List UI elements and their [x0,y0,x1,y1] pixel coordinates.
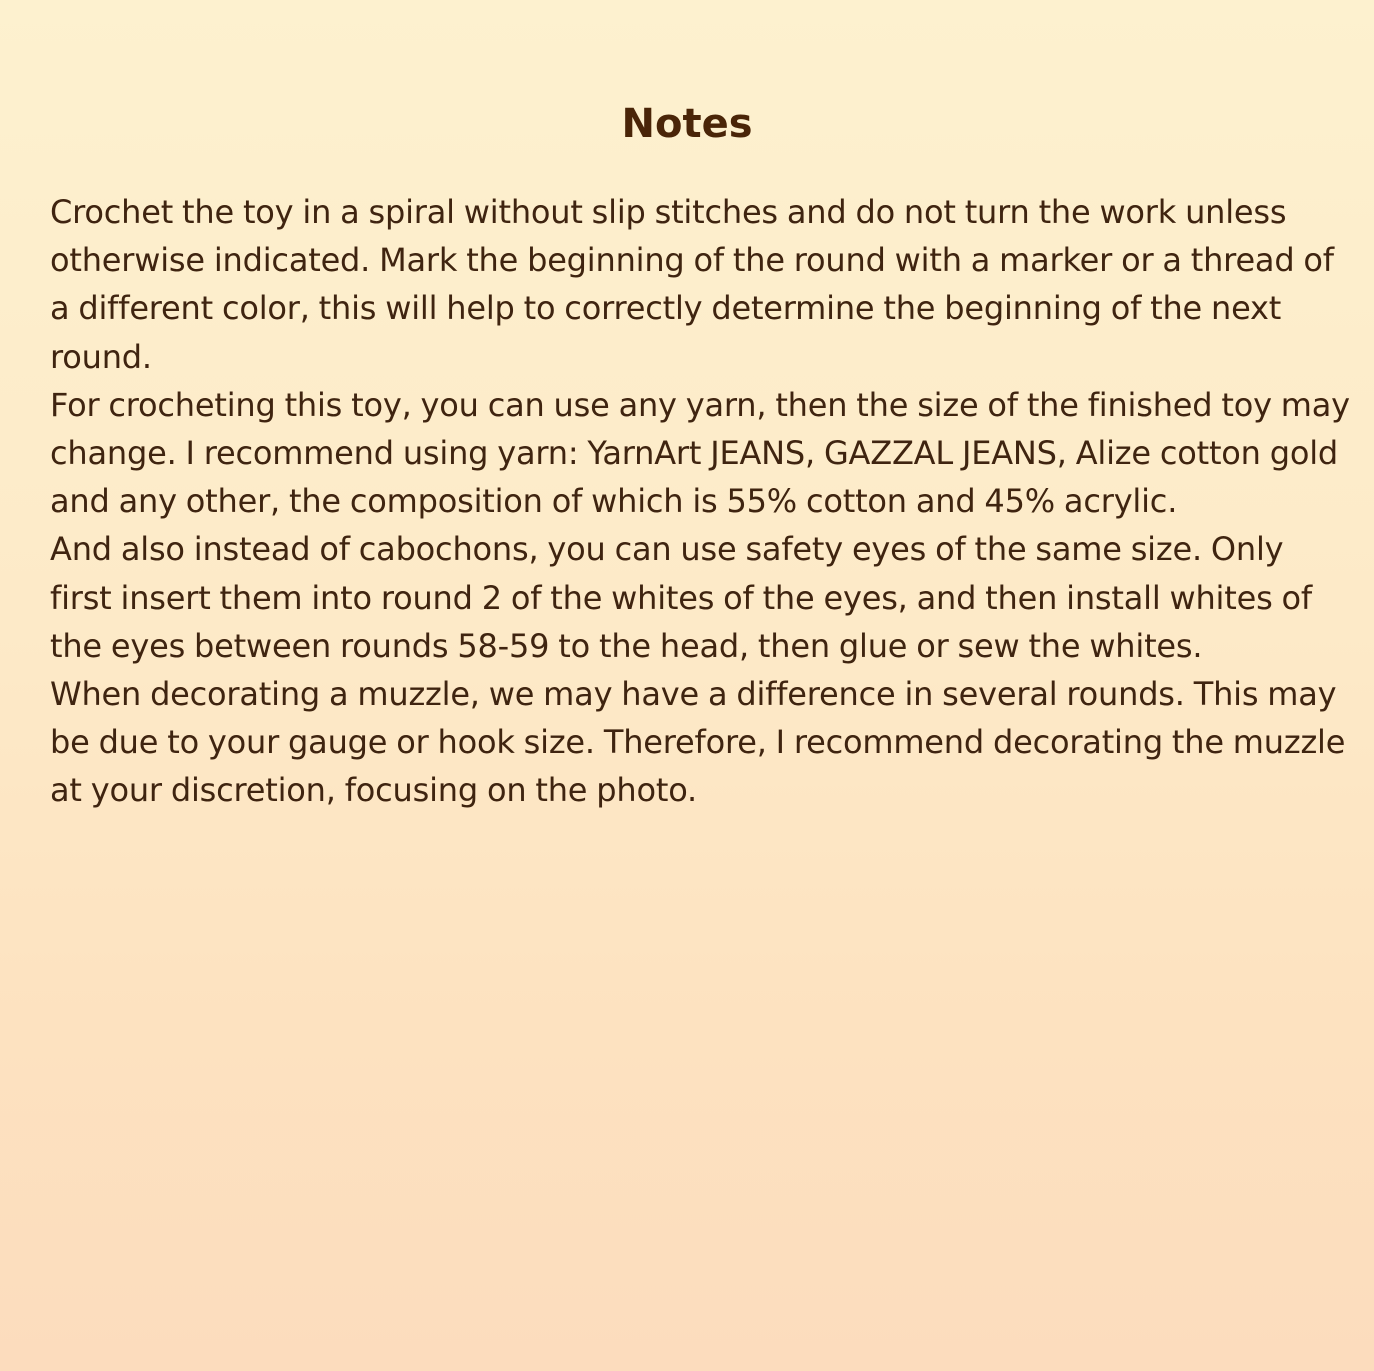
paragraph-spiral-instructions: Crochet the toy in a spiral without slip stitches and do not turn the work unless otherwise indicated. Mark the beginning of the round with a marker or a thread of a different color, this will help to correctly determine the beginning of the next round. [50,193,1334,376]
page-title: Notes [621,101,753,147]
paragraph-safety-eyes: And also instead of cabochons, you can use safety eyes of the same size. Only first insert them into round 2 of the whites of the eyes, and then install whites of the eyes between rounds 58-59 to the head, then glue or sew the whites. [50,530,1312,665]
paragraph-yarn-recommendation: For crocheting this toy, you can use any yarn, then the size of the finished toy may change. I recommend using yarn: YarnArt JEANS, GAZZAL JEANS, Alize cotton gold and any other, the composition of which is 55% cotton and 45% acrylic. [50,385,1350,521]
paragraph-muzzle-decoration: When decorating a muzzle, we may have a difference in several rounds. This may be due to your gauge or hook size. Therefore, I recommend decorating the muzzle at your discretion, focusing on the photo. [50,675,1346,810]
notes-body [50,188,1350,815]
